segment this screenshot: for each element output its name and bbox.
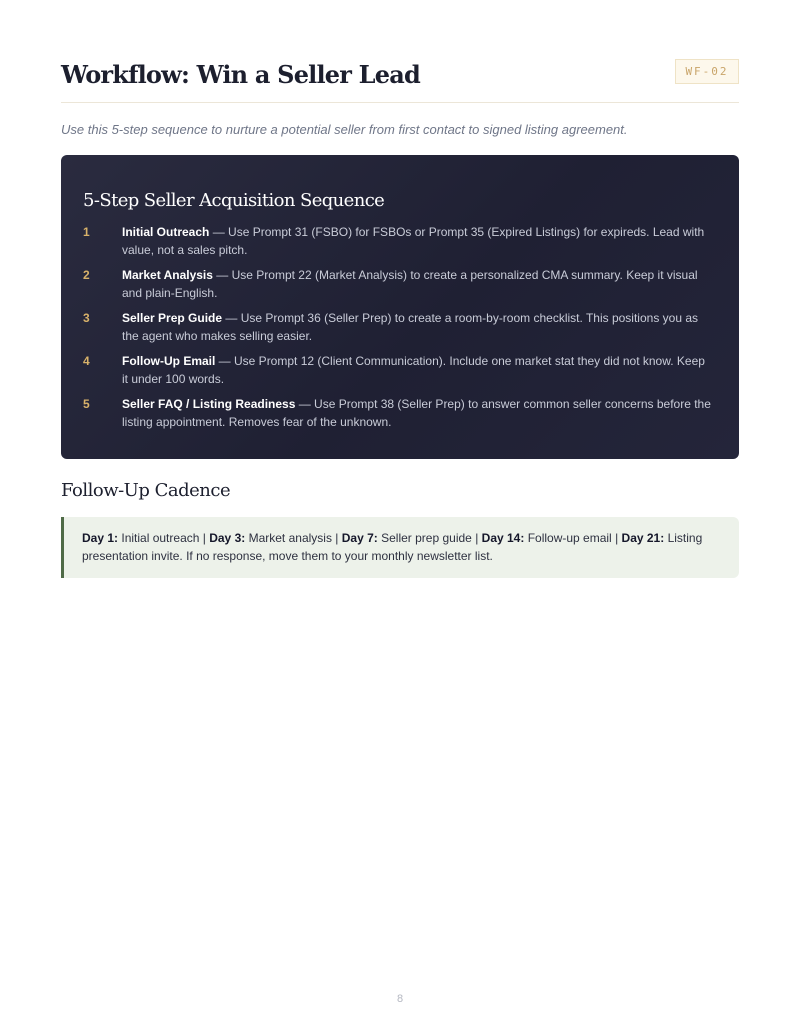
- step-number: 3: [83, 311, 90, 325]
- step-number: 2: [83, 268, 90, 282]
- step-name: Initial Outreach: [122, 225, 210, 239]
- step-item: [83, 267, 713, 310]
- cadence-day-text: Seller prep guide: [377, 531, 476, 545]
- step-name: Follow-Up Email: [122, 354, 216, 368]
- step-item: [83, 353, 713, 396]
- step-number: 1: [83, 225, 90, 239]
- cadence-day-text: Listing presentation invite. If no response, move them to your monthly newsletter list.: [82, 531, 703, 563]
- page-number: 8: [396, 993, 404, 1005]
- cadence-day-text: Initial outreach: [118, 531, 203, 545]
- sequence-card: [61, 155, 739, 459]
- step-item: [83, 396, 713, 439]
- step-item: [83, 310, 713, 353]
- cadence-day-label: Day 14:: [481, 531, 525, 545]
- step-name: Seller Prep Guide: [122, 311, 223, 325]
- intro-text: Use this 5-step sequence to nurture a potential seller from first contact to signed listing agreement.: [61, 122, 628, 137]
- cadence-day-text: Follow-up email: [524, 531, 616, 545]
- page-header: [61, 56, 739, 103]
- step-description: [122, 267, 714, 302]
- step-description: [122, 310, 714, 345]
- step-number: 4: [83, 354, 90, 368]
- cadence-callout: [61, 517, 739, 578]
- step-description: [122, 396, 714, 431]
- cadence-separator: |: [615, 531, 619, 545]
- step-text: — Use Prompt 36 (Seller Prep) to create a room-by-room checklist. This positions you as the agent who makes selling easier.: [122, 311, 699, 343]
- cadence-day-label: Day 1:: [82, 531, 119, 545]
- cadence-separator: |: [202, 531, 206, 545]
- step-text: — Use Prompt 12 (Client Communication). Include one market stat they did not know. Keep it under 100 words.: [122, 354, 705, 386]
- cadence-day-label: Day 21:: [621, 531, 665, 545]
- step-item: [83, 224, 713, 267]
- step-number: 5: [83, 397, 90, 411]
- sequence-title: 5-Step Seller Acquisition Sequence: [83, 190, 385, 211]
- cadence-separator: |: [475, 531, 479, 545]
- cadence-day-label: Day 3:: [209, 531, 246, 545]
- cadence-day-label: Day 7:: [341, 531, 378, 545]
- sequence-steps: [83, 224, 713, 439]
- step-name: Seller FAQ / Listing Readiness: [122, 397, 296, 411]
- workflow-code-badge: WF-02: [675, 59, 739, 84]
- step-description: [122, 224, 714, 259]
- cadence-title: Follow-Up Cadence: [61, 480, 231, 501]
- cadence-text: [82, 529, 722, 565]
- step-description: [122, 353, 714, 388]
- step-text: — Use Prompt 22 (Market Analysis) to create a personalized CMA summary. Keep it visual and plain-English.: [122, 268, 698, 300]
- step-text: — Use Prompt 38 (Seller Prep) to answer common seller concerns before the listing appointment. Removes fear of the unknown.: [122, 397, 711, 429]
- cadence-separator: |: [335, 531, 339, 545]
- cadence-day-text: Market analysis: [245, 531, 336, 545]
- page-title: Workflow: Win a Seller Lead: [61, 60, 420, 89]
- step-name: Market Analysis: [122, 268, 213, 282]
- step-text: — Use Prompt 31 (FSBO) for FSBOs or Prompt 35 (Expired Listings) for expireds. Lead with value, not a sales pitch.: [122, 225, 705, 257]
